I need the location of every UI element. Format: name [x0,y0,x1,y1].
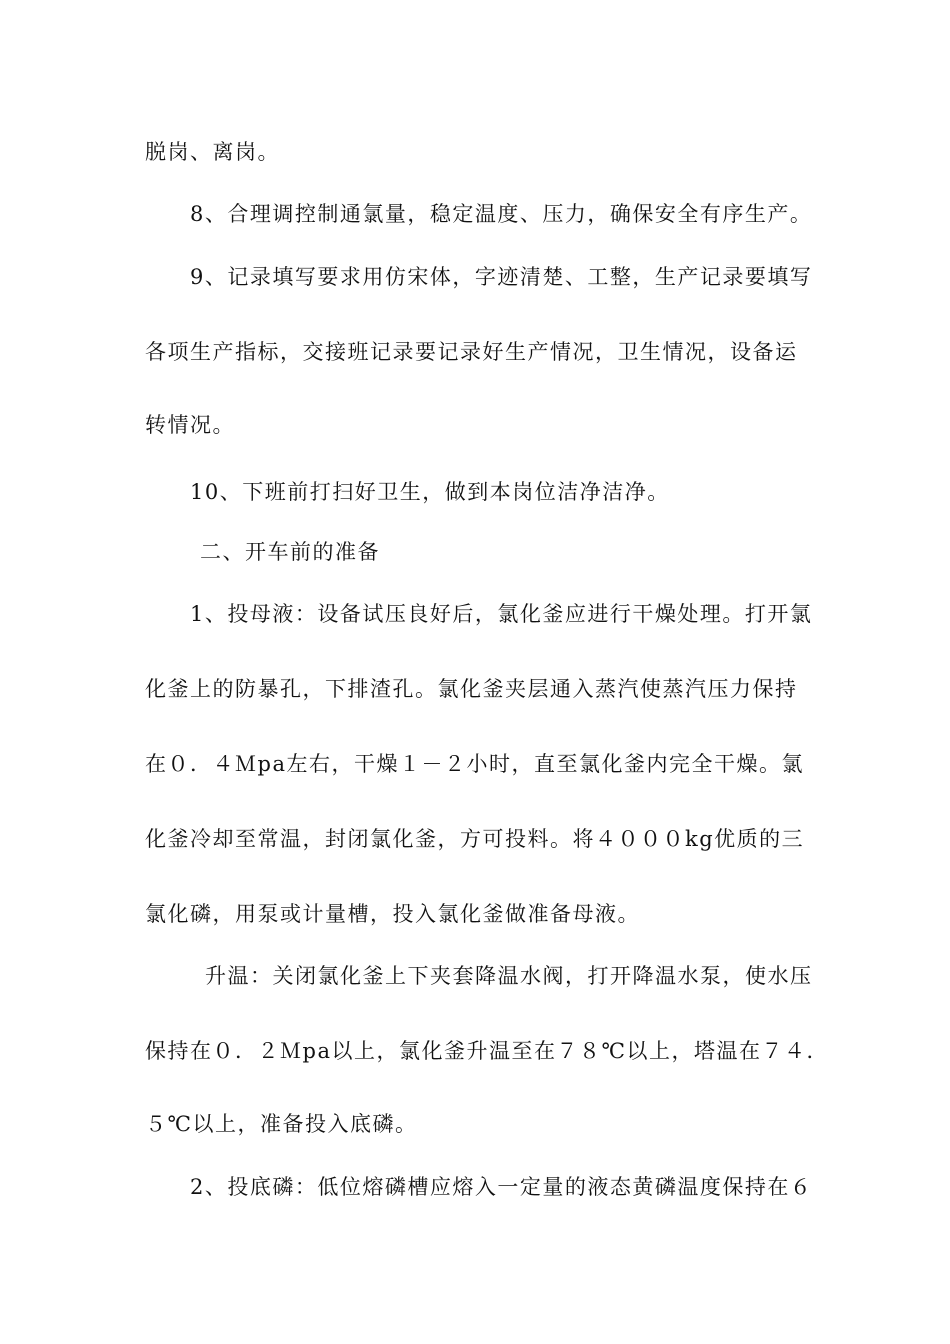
paragraph-line: 保持在０．２Ｍpa以上，氯化釜升温至在７８℃以上，塔温在７４． [145,1039,829,1063]
paragraph-line: 升温：关闭氯化釜上下夹套降温水阀，打开降温水泵，使水压 [205,964,813,988]
paragraph-line: 氯化磷，用泵或计量槽，投入氯化釜做准备母液。 [145,902,640,926]
paragraph-line: 在０．４Ｍpa左右，干燥１－２小时，直至氯化釜内完全干燥。氯 [145,752,804,776]
section-heading: 二、开车前的准备 [200,540,380,564]
paragraph-line: 化釜上的防暴孔，下排渣孔。氯化釜夹层通入蒸汽使蒸汽压力保持 [145,677,798,701]
paragraph-line: 9、记录填写要求用仿宋体，字迹清楚、工整，生产记录要填写 [190,265,813,289]
paragraph-line: 各项生产指标，交接班记录要记录好生产情况，卫生情况，设备运 [145,340,798,364]
paragraph-line: 化釜冷却至常温，封闭氯化釜，方可投料。将４０００kg优质的三 [145,827,805,851]
paragraph-line: 转情况。 [145,413,235,437]
paragraph-line: 1、投母液：设备试压良好后，氯化釜应进行干燥处理。打开氯 [190,602,813,626]
paragraph-line: ５℃以上，准备投入底磷。 [145,1112,418,1136]
paragraph-line: 脱岗、离岗。 [145,140,280,164]
paragraph-line: 2、投底磷：低位熔磷槽应熔入一定量的液态黄磷温度保持在６ [190,1175,813,1199]
paragraph-line: 8、合理调控制通氯量，稳定温度、压力，确保安全有序生产。 [190,202,813,226]
paragraph-line: 10、下班前打扫好卫生，做到本岗位洁净洁净。 [190,480,670,504]
